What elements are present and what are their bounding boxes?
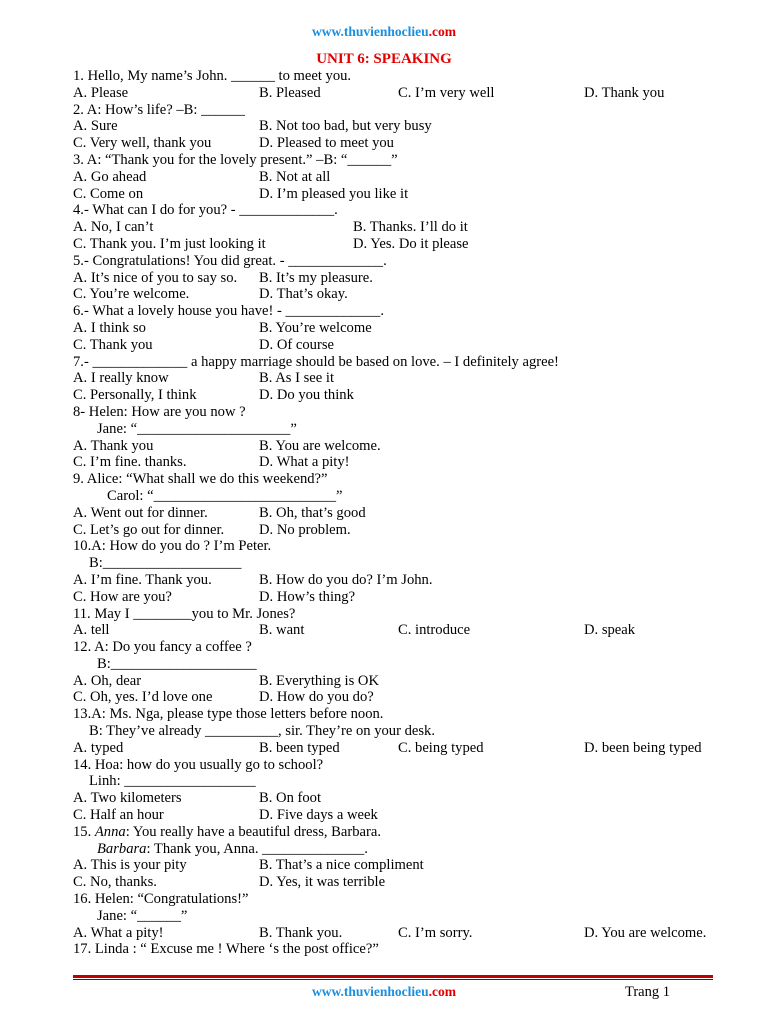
- answer-option[interactable]: A. Two kilometers: [73, 790, 182, 807]
- options-row: [73, 438, 713, 455]
- footer-rule-thin: [73, 979, 713, 980]
- speaker-name: Barbara: [97, 840, 147, 857]
- options-row: [73, 85, 713, 102]
- answer-option[interactable]: A. typed: [73, 739, 124, 756]
- questions-list: [73, 68, 713, 958]
- answer-option[interactable]: C. Oh, yes. I’d love one: [73, 689, 213, 706]
- question-text: 6.- What a lovely house you have! - _____________.: [73, 303, 385, 320]
- answer-option[interactable]: D. Pleased to meet you: [259, 135, 394, 152]
- options-row: [73, 505, 713, 522]
- answer-option[interactable]: A. This is your pity: [73, 857, 187, 874]
- options-row: [73, 790, 713, 807]
- question-text: B:____________________: [97, 655, 257, 672]
- question-text: 16. Helen: “Congratulations!”: [73, 891, 249, 908]
- question-text: 12. A: Do you fancy a coffee ?: [73, 639, 252, 656]
- answer-option[interactable]: B. It’s my pleasure.: [259, 269, 373, 286]
- question-text: 1. Hello, My name’s John. ______ to meet you.: [73, 68, 352, 84]
- answer-option[interactable]: B. Thank you.: [259, 924, 343, 941]
- question-text: 11. May I ________you to Mr. Jones?: [73, 605, 296, 622]
- options-row: [73, 219, 713, 236]
- options-row: [73, 589, 713, 606]
- answer-option[interactable]: D. Yes. Do it please: [353, 235, 469, 252]
- question-line: [73, 824, 713, 841]
- answer-option[interactable]: C. being typed: [398, 739, 484, 756]
- question-line: [73, 941, 713, 958]
- answer-option[interactable]: D. speak: [584, 622, 636, 639]
- answer-option[interactable]: D. been being typed: [584, 739, 702, 756]
- answer-option[interactable]: D. Do you think: [259, 387, 354, 404]
- answer-option[interactable]: C. Thank you. I’m just looking it: [73, 235, 266, 252]
- question-line: [73, 202, 713, 219]
- answer-option[interactable]: B. Oh, that’s good: [259, 504, 366, 521]
- question-text: 9. Alice: “What shall we do this weekend?”: [73, 471, 328, 488]
- answer-option[interactable]: A. I really know: [73, 370, 169, 387]
- question-text: Jane: “______”: [97, 907, 188, 924]
- answer-option[interactable]: B. On foot: [259, 790, 322, 807]
- answer-option[interactable]: A. Thank you: [73, 437, 154, 454]
- question-line: [73, 639, 713, 656]
- options-row: [73, 807, 713, 824]
- options-row: [73, 337, 713, 354]
- question-line: [73, 723, 713, 740]
- question-text: [97, 841, 368, 858]
- options-row: [73, 135, 713, 152]
- answer-option[interactable]: D. Yes, it was terrible: [259, 874, 386, 891]
- options-row: [73, 857, 713, 874]
- answer-option[interactable]: A. It’s nice of you to say so.: [73, 269, 238, 286]
- options-row: [73, 572, 713, 589]
- answer-option[interactable]: C. Thank you: [73, 336, 153, 353]
- question-line: [73, 303, 713, 320]
- question-line: [73, 152, 713, 169]
- options-row: [73, 370, 713, 387]
- options-row: [73, 622, 713, 639]
- answer-option[interactable]: D. How’s thing?: [259, 588, 356, 605]
- footer-rule-thick: [73, 975, 713, 978]
- options-row: [73, 270, 713, 287]
- options-row: [73, 320, 713, 337]
- answer-option[interactable]: B. Everything is OK: [259, 672, 379, 689]
- answer-option[interactable]: D. No problem.: [259, 521, 351, 538]
- answer-option[interactable]: C. No, thanks.: [73, 874, 157, 891]
- question-line: [73, 908, 713, 925]
- speaker-name: Anna: [94, 823, 126, 840]
- options-row: [73, 186, 713, 203]
- site-domain: .com: [428, 24, 457, 39]
- dialogue-text: : Thank you, Anna. ______________.: [146, 840, 368, 857]
- answer-option[interactable]: D. You are welcome.: [584, 924, 707, 941]
- answer-option[interactable]: C. I’m fine. thanks.: [73, 454, 187, 471]
- answer-option[interactable]: B. been typed: [259, 739, 340, 756]
- answer-option[interactable]: B. That’s a nice compliment: [259, 857, 424, 874]
- question-text: Linh: __________________: [89, 773, 256, 790]
- options-row: [73, 740, 713, 757]
- answer-option[interactable]: C. Half an hour: [73, 807, 164, 824]
- question-line: [73, 471, 713, 488]
- question-text: 7.- _____________ a happy marriage should be based on love. – I definitely agree!: [73, 353, 559, 370]
- question-text: 13.A: Ms. Nga, please type those letters before noon.: [73, 706, 384, 723]
- answer-option[interactable]: B. Pleased: [259, 84, 321, 101]
- options-row: [73, 673, 713, 690]
- answer-option[interactable]: C. Let’s go out for dinner.: [73, 521, 225, 538]
- answer-option[interactable]: C. introduce: [398, 622, 471, 639]
- options-row: [73, 522, 713, 539]
- answer-option[interactable]: D. What a pity!: [259, 454, 350, 471]
- question-line: [73, 757, 713, 774]
- answer-option[interactable]: C. I’m very well: [398, 84, 495, 101]
- answer-option[interactable]: A. Oh, dear: [73, 672, 142, 689]
- dialogue-text: : You really have a beautiful dress, Barbara.: [125, 823, 382, 840]
- question-line: [73, 538, 713, 555]
- options-row: [73, 387, 713, 404]
- site-header-link[interactable]: [0, 24, 768, 40]
- options-row: [73, 454, 713, 471]
- unit-title: UNIT 6: SPEAKING: [316, 51, 452, 67]
- answer-option[interactable]: B. As I see it: [259, 370, 334, 387]
- options-row: [73, 169, 713, 186]
- question-line: [73, 656, 713, 673]
- question-line: [73, 606, 713, 623]
- answer-option[interactable]: A. I think so: [73, 319, 146, 336]
- answer-option[interactable]: D. Of course: [259, 336, 334, 353]
- answer-option[interactable]: D. Thank you: [584, 84, 665, 101]
- options-row: [73, 689, 713, 706]
- options-row: [73, 925, 713, 942]
- site-domain: .com: [428, 984, 457, 999]
- site-name: www.thuvienhoclieu: [311, 984, 429, 999]
- answer-option[interactable]: B. You are welcome.: [259, 437, 381, 454]
- answer-option[interactable]: D. Five days a week: [259, 807, 378, 824]
- question-line: [73, 706, 713, 723]
- question-line: [73, 891, 713, 908]
- question-line: [73, 404, 713, 421]
- question-text: 3. A: “Thank you for the lovely present.” –B: “______”: [73, 151, 398, 168]
- question-line: [73, 488, 713, 505]
- options-row: [73, 286, 713, 303]
- question-line: [73, 773, 713, 790]
- question-text: 2. A: How’s life? –B: ______: [73, 101, 245, 118]
- answer-option[interactable]: B. Not at all: [259, 168, 331, 185]
- answer-option[interactable]: A. Went out for dinner.: [73, 504, 208, 521]
- answer-option[interactable]: C. You’re welcome.: [73, 286, 190, 303]
- answer-option[interactable]: B. Thanks. I’ll do it: [353, 219, 468, 236]
- answer-option[interactable]: C. Personally, I think: [73, 387, 197, 404]
- answer-option[interactable]: A. I’m fine. Thank you.: [73, 571, 212, 588]
- page-number: Trang 1: [625, 984, 670, 1000]
- question-text: 17. Linda : “ Excuse me ! Where ‘s the post office?”: [73, 941, 379, 958]
- answer-option[interactable]: C. How are you?: [73, 588, 172, 605]
- answer-option[interactable]: C. Very well, thank you: [73, 135, 212, 152]
- question-text: Jane: “_____________________”: [97, 420, 297, 437]
- answer-option[interactable]: B. You’re welcome: [259, 319, 372, 336]
- answer-option[interactable]: A. Go ahead: [73, 168, 147, 185]
- question-line: [73, 253, 713, 270]
- question-line: [73, 841, 713, 858]
- answer-option[interactable]: A. No, I can’t: [73, 219, 154, 236]
- answer-option[interactable]: D. I’m pleased you like it: [259, 185, 409, 202]
- question-text: Carol: “_________________________”: [107, 487, 343, 504]
- answer-option[interactable]: D. That’s okay.: [259, 286, 348, 303]
- options-row: [73, 874, 713, 891]
- question-line: [73, 102, 713, 119]
- question-text: B:___________________: [89, 555, 242, 572]
- answer-option[interactable]: A. Please: [73, 84, 129, 101]
- question-line: [73, 68, 713, 85]
- answer-option[interactable]: A. Sure: [73, 118, 118, 135]
- question-text: 14. Hoa: how do you usually go to school?: [73, 756, 324, 773]
- question-text: 8- Helen: How are you now ?: [73, 403, 246, 420]
- question-line: [73, 354, 713, 371]
- question-line: [73, 555, 713, 572]
- answer-option[interactable]: B. Not too bad, but very busy: [259, 118, 432, 135]
- answer-option[interactable]: D. How do you do?: [259, 689, 374, 706]
- question-text: 10.A: How do you do ? I’m Peter.: [73, 538, 272, 555]
- answer-option[interactable]: A. tell: [73, 622, 110, 639]
- question-text: 4.- What can I do for you? - _____________.: [73, 202, 338, 219]
- question-text: 5.- Congratulations! You did great. - _____________.: [73, 252, 387, 269]
- answer-option[interactable]: B. How do you do? I’m John.: [259, 571, 433, 588]
- answer-option[interactable]: C. Come on: [73, 185, 144, 202]
- question-number: 15.: [73, 823, 95, 840]
- options-row: [73, 118, 713, 135]
- question-line: [73, 421, 713, 438]
- question-text: B: They’ve already __________, sir. They’re on your desk.: [89, 723, 435, 740]
- answer-option[interactable]: C. I’m sorry.: [398, 924, 473, 941]
- question-text: [73, 824, 381, 841]
- answer-option[interactable]: A. What a pity!: [73, 924, 164, 941]
- answer-option[interactable]: B. want: [259, 622, 305, 639]
- site-name: www.thuvienhoclieu: [311, 24, 429, 39]
- options-row: [73, 236, 713, 253]
